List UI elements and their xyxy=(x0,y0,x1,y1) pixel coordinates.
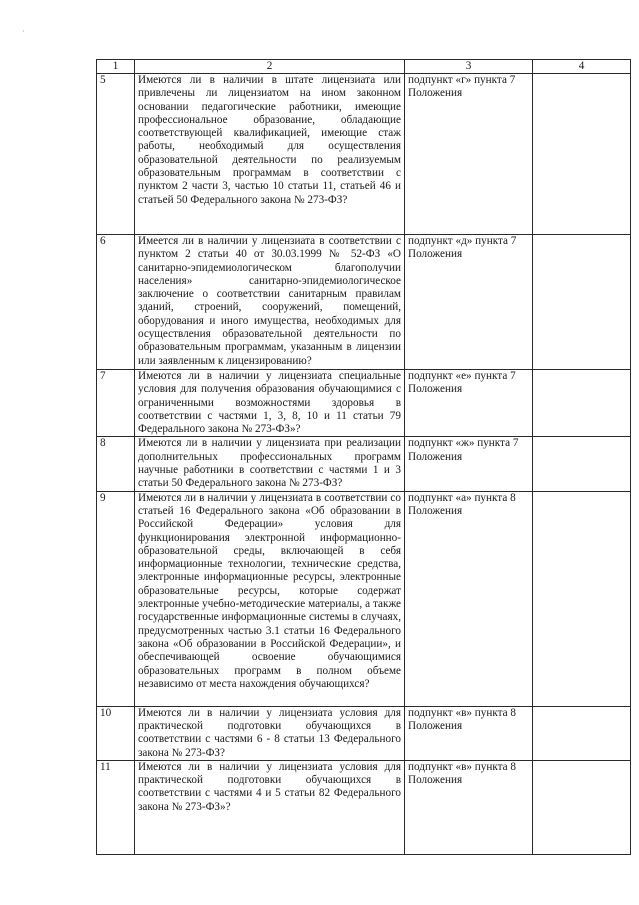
table-row xyxy=(97,370,631,437)
row-question: Имеются ли в наличии у лицензиата в соответствии со статьей 16 Федерального закона «Об образовании в Российской Федерации» условия для функционирования электронной информационно-образовательной среды, включающей в себя информационные технологии, технические средства, электронные информационные ресурсы, электронные образовательные ресурсы, которые содержат электронные учебно-методические материалы, а также государственные информационные системы в случаях, предусмотренных частью 3.1 статьи 16 Федерального закона «Об образовании в Российской Федерации», и обеспечивающей освоение обучающимися образовательных программ в полном объеме независимо от места нахождения обучающихся? xyxy=(135,491,405,706)
table-row xyxy=(97,74,631,235)
scan-speck: · xyxy=(22,27,25,36)
row-reference: подпункт «ж» пункта 7 Положения xyxy=(405,437,533,491)
row-note xyxy=(533,706,631,760)
row-number: 6 xyxy=(97,235,135,370)
row-note xyxy=(533,235,631,370)
row-number: 7 xyxy=(97,370,135,437)
row-note xyxy=(533,74,631,235)
row-question: Имеются ли в наличии у лицензиата условия для практической подготовки обучающихся в соответствии с частями 6 - 8 статьи 13 Федерального закона № 273-ФЗ? xyxy=(135,706,405,760)
row-note xyxy=(533,760,631,854)
table-row xyxy=(97,706,631,760)
row-question: Имеется ли в наличии у лицензиата в соответствии с пунктом 2 статьи 40 от 30.03.1999 № 52-ФЗ «О санитарно-эпидемиологическом благополучии населения» санитарно-эпидемиологическое заключение о соответствии санитарным правилам зданий, строений, сооружений, помещений, оборудования и иного имущества, необходимых для осуществления образовательной деятельности по образовательным программам, указанным в лицензии или заявленным к лицензированию? xyxy=(135,235,405,370)
row-note xyxy=(533,491,631,706)
row-reference: подпункт «е» пункта 7 Положения xyxy=(405,370,533,437)
row-number: 9 xyxy=(97,491,135,706)
column-header-number: 1 xyxy=(97,60,135,74)
table-row xyxy=(97,235,631,370)
table-row xyxy=(97,491,631,706)
column-header-reference: 3 xyxy=(405,60,533,74)
row-question: Имеются ли в наличии в штате лицензиата или привлечены ли лицензиатом на ином законном основании педагогические работники, имеющие профессиональное образование, обладающие соответствующей квалификацией, имеющие стаж работы, необходимый для осуществления образовательной деятельности по реализуемым образовательным программам в соответствии с пунктом 2 части 3, частью 10 статьи 11, статьей 46 и статьей 50 Федерального закона № 273-ФЗ? xyxy=(135,74,405,235)
row-note xyxy=(533,437,631,491)
row-number: 11 xyxy=(97,760,135,854)
column-header-note: 4 xyxy=(533,60,631,74)
row-question: Имеются ли в наличии у лицензиата при реализации дополнительных профессиональных программ научные работники в соответствии с частями 1 и 3 статьи 50 Федерального закона № 273-ФЗ? xyxy=(135,437,405,491)
row-number: 10 xyxy=(97,706,135,760)
table-row xyxy=(97,760,631,854)
row-reference: подпункт «а» пункта 8 Положения xyxy=(405,491,533,706)
checklist-table xyxy=(96,59,631,855)
row-question: Имеются ли в наличии у лицензиата условия для практической подготовки обучающихся в соответствии с частями 4 и 5 статьи 82 Федерального закона № 273-ФЗ»? xyxy=(135,760,405,854)
row-reference: подпункт «в» пункта 8 Положения xyxy=(405,760,533,854)
row-note xyxy=(533,370,631,437)
column-header-question: 2 xyxy=(135,60,405,74)
table-row xyxy=(97,437,631,491)
row-reference: подпункт «г» пункта 7 Положения xyxy=(405,74,533,235)
row-number: 5 xyxy=(97,74,135,235)
row-number: 8 xyxy=(97,437,135,491)
table-header-row xyxy=(97,60,631,74)
row-reference: подпункт «д» пункта 7 Положения xyxy=(405,235,533,370)
row-question: Имеются ли в наличии у лицензиата специальные условия для получения образования обучающимися с ограниченными возможностями здоровья в соответствии с частями 1, 3, 8, 10 и 11 статьи 79 Федерального закона № 273-ФЗ»? xyxy=(135,370,405,437)
row-reference: подпункт «в» пункта 8 Положения xyxy=(405,706,533,760)
